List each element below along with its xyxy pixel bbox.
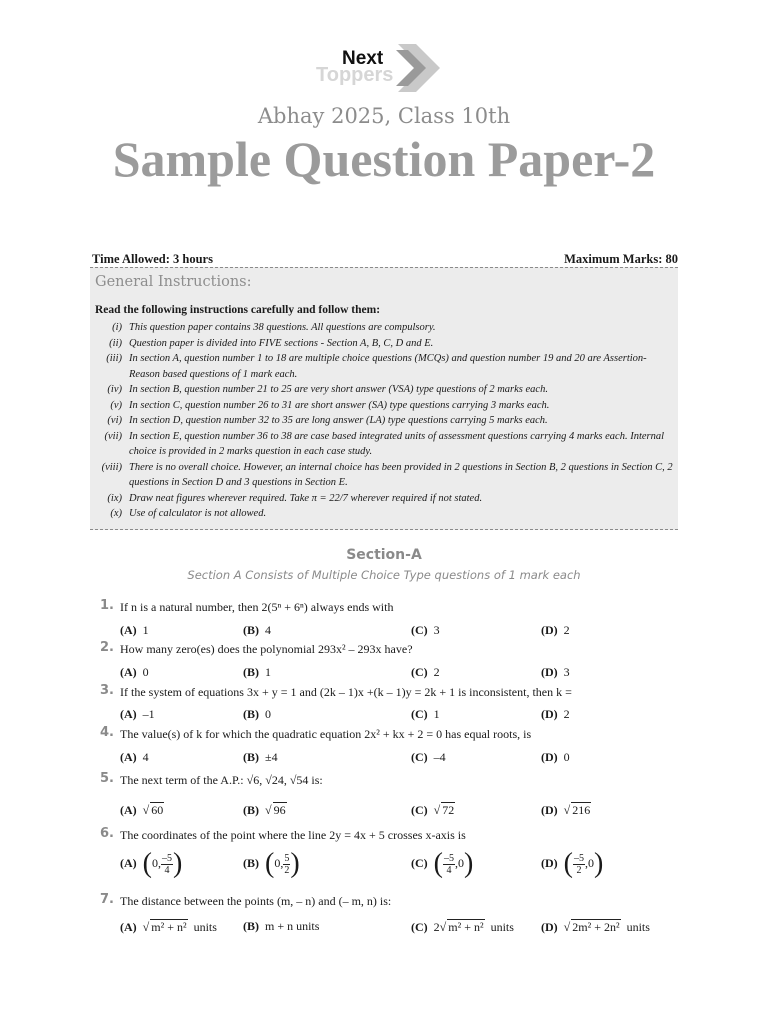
instruction-item: (ii) Question paper is divided into FIVE sections - Section A, B, C, D and E. xyxy=(109,337,434,349)
option-a: (A) 0 xyxy=(120,665,149,679)
option-b: (B) ±4 xyxy=(243,750,278,764)
logo-text-toppers: Toppers xyxy=(316,64,394,86)
option-b: (B) (0, $\frac{5}{2}$ ) xyxy=(243,848,300,879)
question-number: 4. xyxy=(100,725,114,740)
option-a: (A) –1 xyxy=(120,707,155,721)
option-d: (D) √ 2m² + 2n² units xyxy=(541,920,650,934)
section-subtitle: Section A Consists of Multiple Choice Type questions of 1 mark each xyxy=(187,568,581,582)
question-number: 2. xyxy=(100,640,114,655)
question-text: If n is a natural number, then 2(5ⁿ + 6ⁿ) always ends with xyxy=(120,600,394,614)
option-c: (C) 2 xyxy=(411,665,440,679)
instruction-item: (vi) In section D, question number 32 to 35 are long answer (LA) type questions carrying 5 marks each. xyxy=(107,415,548,426)
option-d: (D) 0 xyxy=(541,750,570,764)
option-a: (A) √ m² + n² units xyxy=(120,920,217,934)
paper-subtitle: Abhay 2025, Class 10th xyxy=(257,104,511,128)
instruction-item: (iv) In section B, question number 21 to 25 are very short answer (VSA) type questions of 2 marks each. xyxy=(107,384,548,395)
instructions-list xyxy=(90,320,678,522)
maximum-marks: Maximum Marks: 80 xyxy=(564,252,678,266)
instruction-item: (ix) Draw neat figures wherever required. Take π = 22/7 wherever required if not stated. xyxy=(107,492,483,504)
instructions-read-line: Read the following instructions carefully and follow them: xyxy=(95,304,381,316)
question-text: The next term of the A.P.: √6, √24, √54 is: xyxy=(120,773,323,787)
option-d: (D) 3 xyxy=(541,665,570,679)
option-c: (C) √ 72 xyxy=(411,803,455,817)
option-c: (C) 2√ m² + n² units xyxy=(411,920,514,934)
option-a: (A) 1 xyxy=(120,623,149,637)
option-d: (D) ( $\frac{-5}{2}$ ,0) xyxy=(541,848,604,879)
option-b: (B) 0 xyxy=(243,707,271,721)
option-b: (B) 4 xyxy=(243,623,271,637)
chevron-arrows-icon xyxy=(396,42,446,94)
option-c: (C) 1 xyxy=(411,707,440,721)
question-number: 7. xyxy=(100,892,114,907)
time-allowed: Time Allowed: 3 hours xyxy=(92,252,213,266)
question-text: The coordinates of the point where the line 2y = 4x + 5 crosses x-axis is xyxy=(120,828,466,842)
option-c: (C) –4 xyxy=(411,750,446,764)
section-title: Section-A xyxy=(346,547,422,563)
option-d: (D) 2 xyxy=(541,623,570,637)
question-text: The value(s) of k for which the quadratic equation 2x² + kx + 2 = 0 has equal roots, is xyxy=(120,727,532,741)
instruction-item: (i) This question paper contains 38 questions. All questions are compulsory. xyxy=(112,322,436,333)
instruction-item: (vii) In section E, question number 36 to 38 are case based integrated units of assessment questions carrying 4 marks each. Internal choice is provided in 2 marks question in each case study. xyxy=(104,430,665,457)
option-a: (A) 4 xyxy=(120,750,149,764)
option-a: (A) √ 60 xyxy=(120,803,164,817)
option-d: (D) √ 216 xyxy=(541,803,591,817)
general-instructions-box xyxy=(90,267,678,530)
option-c: (C) ( $\frac{-5}{4}$ ,0) xyxy=(411,848,474,879)
option-b: (B) m + n units xyxy=(243,919,320,933)
question-text: If the system of equations 3x + y = 1 and (2k – 1)x +(k – 1)y = 2k + 1 is inconsistent, then k = xyxy=(120,685,572,699)
option-a: (A) (0, $\frac{-5}{4}$ ) xyxy=(120,848,183,879)
instruction-item: (viii) There is no overall choice. However, an internal choice has been provided in 2 questions in Section B, 2 questions in Section C, 2 questions in Section D and 3 questions in Section E. xyxy=(101,461,673,488)
next-toppers-logo xyxy=(312,40,452,94)
option-c: (C) 3 xyxy=(411,623,440,637)
instruction-item: (iii) In section A, question number 1 to 18 are multiple choice questions (MCQs) and question number 19 and 20 are Assertion-Reason based questions of 1 mark each. xyxy=(106,353,647,380)
question-number: 1. xyxy=(100,598,114,613)
instructions-heading: General Instructions: xyxy=(95,274,252,290)
instruction-item: (x) Use of calculator is not allowed. xyxy=(110,508,267,519)
option-d: (D) 2 xyxy=(541,707,570,721)
question-number: 6. xyxy=(100,826,114,841)
question-text: How many zero(es) does the polynomial 293x² – 293x have? xyxy=(120,642,413,656)
logo-text-next: Next xyxy=(342,48,384,69)
paper-title: Sample Question Paper-2 xyxy=(112,131,656,187)
option-b: (B) √ 96 xyxy=(243,803,286,817)
question-number: 3. xyxy=(100,683,114,698)
option-b: (B) 1 xyxy=(243,665,271,679)
instruction-item: (v) In section C, question number 26 to 31 are short answer (SA) type questions carrying 3 marks each. xyxy=(110,399,550,411)
question-number: 5. xyxy=(100,771,114,786)
question-text: The distance between the points (m, – n) and (– m, n) is: xyxy=(120,894,392,908)
